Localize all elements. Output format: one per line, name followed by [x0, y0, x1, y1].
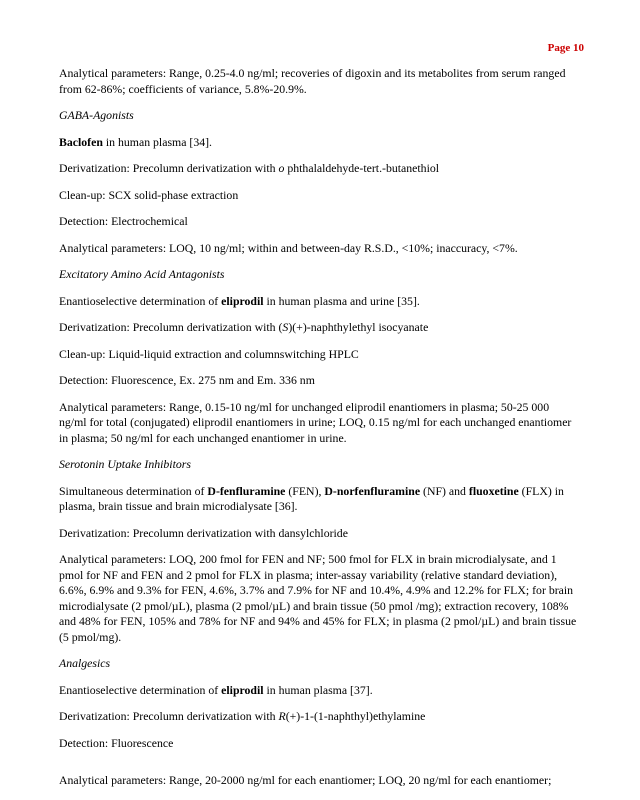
fenfluramine-entry: Simultaneous determination of D-fenfluramine (FEN), D-norfenfluramine (NF) and fluoxetine (FLX) in plasma, brain tissue and brain microdialysate [36]. — [59, 483, 564, 513]
document-body — [59, 66, 579, 800]
fenfluramine-analytical-parameters: Analytical parameters: LOQ, 200 fmol for FEN and NF; 500 fmol for FLX in brain microdialysate, and 1 pmol for NF and FEN and 2 pmol for FLX in plasma; inter-assay variability (relative standard deviation), 6.6%, 6.9% and 9.3% for FEN, 4.6%, 3.7% and 7.9% for NF and 10.4%, 4.9% and 12.2% for FLX; for brain microdialysate (2 pmol/µL), plasma (2 pmol/µL) and brain tissue (50 pmol /mg); extraction recovery, 108% and 48% for FEN, 105% and 78% for NF and 94% and 45% for FLX; in plasma (2 pmol/µL) and brain tissue (5 pmol/mg). — [59, 552, 577, 644]
compound-fluoxetine: fluoxetine — [468, 483, 519, 498]
eliprodil-detection: Detection: Fluorescence, Ex. 275 nm and Em. 336 nm — [59, 373, 315, 387]
compound-baclofen: Baclofen — [59, 134, 103, 149]
baclofen-detection: Detection: Electrochemical — [59, 214, 188, 228]
eliprodil-entry: Enantioselective determination of eliprodil in human plasma and urine [35]. — [59, 293, 420, 308]
section-heading-gaba-agonists: GABA-Agonists — [59, 108, 134, 122]
fenfluramine-derivatization: Derivatization: Precolumn derivatization with dansylchloride — [59, 525, 348, 540]
compound-eliprodil-2: eliprodil — [221, 682, 264, 697]
digoxin-analytical-parameters: Analytical parameters: Range, 0.25-4.0 ng/ml; recoveries of digoxin and its metabolites from serum ranged from 62-86%; coefficients of variance, 5.8%-20.9%. — [59, 66, 566, 96]
analgesic-analytical-parameters: Analytical parameters: Range, 20-2000 ng/ml for each enantiomer; LOQ, 20 ng/ml for each enantiomer; — [59, 773, 552, 787]
analgesic-derivatization: Derivatization: Precolumn derivatization with R(+)-1-(1-naphthyl)ethylamine — [59, 709, 426, 723]
compound-eliprodil: eliprodil — [221, 293, 264, 308]
compound-d-norfenfluramine: D-norfenfluramine — [324, 483, 421, 498]
baclofen-entry: Baclofen in human plasma [34]. — [59, 134, 213, 149]
analgesic-detection: Detection: Fluorescence — [59, 735, 174, 750]
baclofen-analytical-parameters: Analytical parameters: LOQ, 10 ng/ml; within and between-day R.S.D., <10%; inaccuracy, <7%. — [59, 240, 518, 255]
section-heading-excitatory: Excitatory Amino Acid Antagonists — [59, 267, 225, 281]
compound-d-fenfluramine: D-fenfluramine — [207, 483, 286, 498]
eliprodil-cleanup: Clean-up: Liquid-liquid extraction and columnswitching HPLC — [59, 346, 359, 361]
section-heading-serotonin: Serotonin Uptake Inhibitors — [59, 457, 191, 471]
baclofen-derivatization: Derivatization: Precolumn derivatization with o phthalaldehyde-tert.-butanethiol — [59, 161, 440, 175]
baclofen-cleanup: Clean-up: SCX solid-phase extraction — [59, 187, 239, 202]
section-heading-analgesics: Analgesics — [59, 656, 111, 670]
analgesic-eliprodil-entry: Enantioselective determination of eliprodil in human plasma [37]. — [59, 682, 373, 697]
eliprodil-analytical-parameters: Analytical parameters: Range, 0.15-10 ng/ml for unchanged eliprodil enantiomers in plasma; 50-25 000 ng/ml for total (conjugated) eliprodil enantiomers in urine; LOQ, 0.15 ng/ml for each unchanged enantiomer in plasma; 50 ng/ml for each unchanged enantiomer in urine. — [59, 399, 572, 445]
page-number: Page 10 — [547, 42, 584, 54]
eliprodil-derivatization: Derivatization: Precolumn derivatization with (S)(+)-naphthylethyl isocyanate — [59, 320, 429, 334]
